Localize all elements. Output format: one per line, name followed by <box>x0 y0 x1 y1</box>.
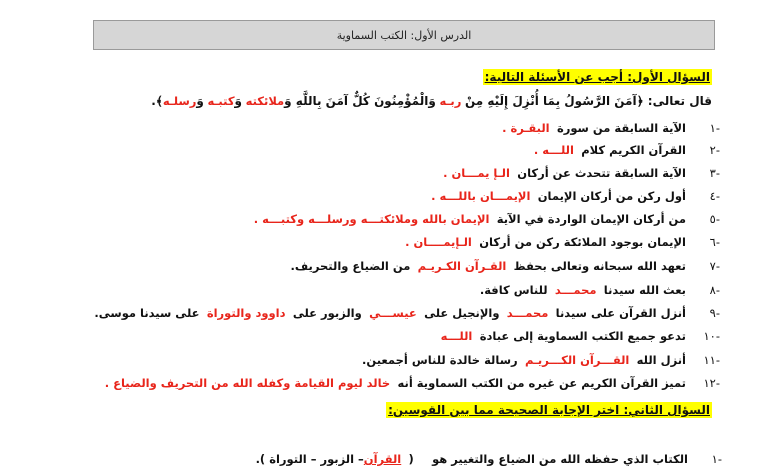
question-number: -١١ <box>703 353 720 367</box>
question-text: تميز القرآن الكريم عن غيره من الكتب السماوية أنه <box>397 376 686 390</box>
question-row <box>0 372 780 394</box>
question-number: -٨ <box>709 283 720 297</box>
choice-question: الكتاب الذي حفظه الله من الضياع والتغيير هو <box>432 452 688 466</box>
answer-text: اللـــه . <box>533 143 574 157</box>
question-text: من أركان الإيمان الواردة في الآية <box>496 212 686 226</box>
question-text-after-2: والزبور على <box>292 306 362 320</box>
ayah-middle: وَالْمُؤْمِنُونَ كُلٌّ آمَنَ بِاللَّهِ وَ <box>284 94 436 108</box>
question-number: -١٠ <box>703 329 720 343</box>
choice-other-options: – الزبور – التوراة ). <box>255 452 364 466</box>
lesson-title: الدرس الأول: الكتب السماوية <box>336 28 472 42</box>
ayah-and-2: وَ <box>196 94 204 108</box>
question-number: -٥ <box>709 212 720 226</box>
question-number: -٤ <box>709 189 720 203</box>
question-text: تعهد الله سبحانه وتعالى بحفظ <box>513 259 686 273</box>
choice-open-paren: ( <box>408 452 414 466</box>
question-row <box>0 208 780 230</box>
question-text: أول ركن من أركان الإيمان <box>537 189 686 203</box>
ayah-word-rabbih: ربـه <box>439 94 462 108</box>
ayah-word-rusulih: رسلـه <box>162 94 197 108</box>
question-text: أنزل القرآن على سيدنا <box>555 306 686 320</box>
question-number: -٦ <box>709 235 720 249</box>
question-number: -٧ <box>709 259 720 273</box>
question-number: -٢ <box>709 143 720 157</box>
question-number: -٩ <box>709 306 720 320</box>
question-row <box>0 185 780 207</box>
question-row <box>0 231 780 253</box>
ayah-and-1: وَ <box>234 94 242 108</box>
answer-text-2: عيســـي <box>369 306 417 320</box>
answer-text: الإيمان بالله وملائكتـــه ورسلـــه وكتبـــه . <box>253 212 490 226</box>
ayah-word-malaikatih: ملائكته <box>245 94 285 108</box>
question-text: تدعو جميع الكتب السماوية إلى عبادة <box>479 329 686 343</box>
answer-text: البقـرة . <box>502 121 550 135</box>
question-text: القرآن الكريم كلام <box>581 143 686 157</box>
section2-heading: السؤال الثاني: اختر الإجابة الصحيحة مما بين القوسين: <box>388 403 710 417</box>
question-text: بعث الله سيدنا <box>603 283 686 297</box>
answer-text: اللـــه <box>440 329 473 343</box>
ayah-row <box>0 90 780 112</box>
question-number: -١ <box>709 121 720 135</box>
answer-text: خالد ليوم القيامة وكفله الله من التحريف والضياع . <box>104 376 391 390</box>
question-row <box>0 279 780 301</box>
question-text-after: والإنجيل على <box>424 306 500 320</box>
question-row <box>0 255 780 277</box>
answer-text-3: داوود والتوراة <box>206 306 286 320</box>
choice-row-1 <box>0 448 780 470</box>
section1-heading: السؤال الأول: أجب عن الأسئلة التالية: <box>484 70 710 84</box>
question-row <box>0 349 780 371</box>
ayah-word-kutubih: كتبـه <box>207 94 235 108</box>
question-text: الآية السابقة من سورة <box>556 121 686 135</box>
question-row <box>0 117 780 139</box>
question-text: الآية السابقة تتحدث عن أركان <box>517 166 686 180</box>
answer-text: القـرآن الكـريـم <box>417 259 507 273</box>
question-text-after: رسالة خالدة للناس أجمعين. <box>361 353 518 367</box>
answer-text: الإيمـــان باللـــه . <box>431 189 531 203</box>
ayah-end: ﴾. <box>151 94 163 108</box>
question-row <box>0 325 780 347</box>
question-text-after-3: على سيدنا موسى. <box>94 306 200 320</box>
question-number: -٣ <box>709 166 720 180</box>
answer-text: محمـــد <box>506 306 549 320</box>
question-number: -١٢ <box>703 376 720 390</box>
answer-text: محمـــد <box>554 283 597 297</box>
question-row <box>0 139 780 161</box>
section2-heading-row <box>0 399 780 421</box>
question-row <box>0 302 780 324</box>
choice-number: -١ <box>711 452 722 466</box>
answer-text: الـإ يمـــان . <box>443 166 510 180</box>
lesson-title-bar <box>93 20 715 50</box>
question-text-after: من الضياع والتحريف. <box>290 259 411 273</box>
answer-text: القـــرآن الكـــريـم <box>524 353 630 367</box>
question-text: الإيمان بوجود الملائكة ركن من أركان <box>479 235 686 249</box>
ayah-prefix: قال تعالى: ﴿آمَنَ الرَّسُولُ بِمَا أُنْزِلَ إِلَيْهِ مِنْ <box>464 94 712 108</box>
section1-heading-row <box>0 66 780 88</box>
question-text: أنزل الله <box>636 353 686 367</box>
choice-correct-answer: القرآن <box>363 452 402 466</box>
question-row <box>0 162 780 184</box>
question-text-after: للناس كافة. <box>479 283 548 297</box>
answer-text: الـإيمــــان . <box>405 235 472 249</box>
